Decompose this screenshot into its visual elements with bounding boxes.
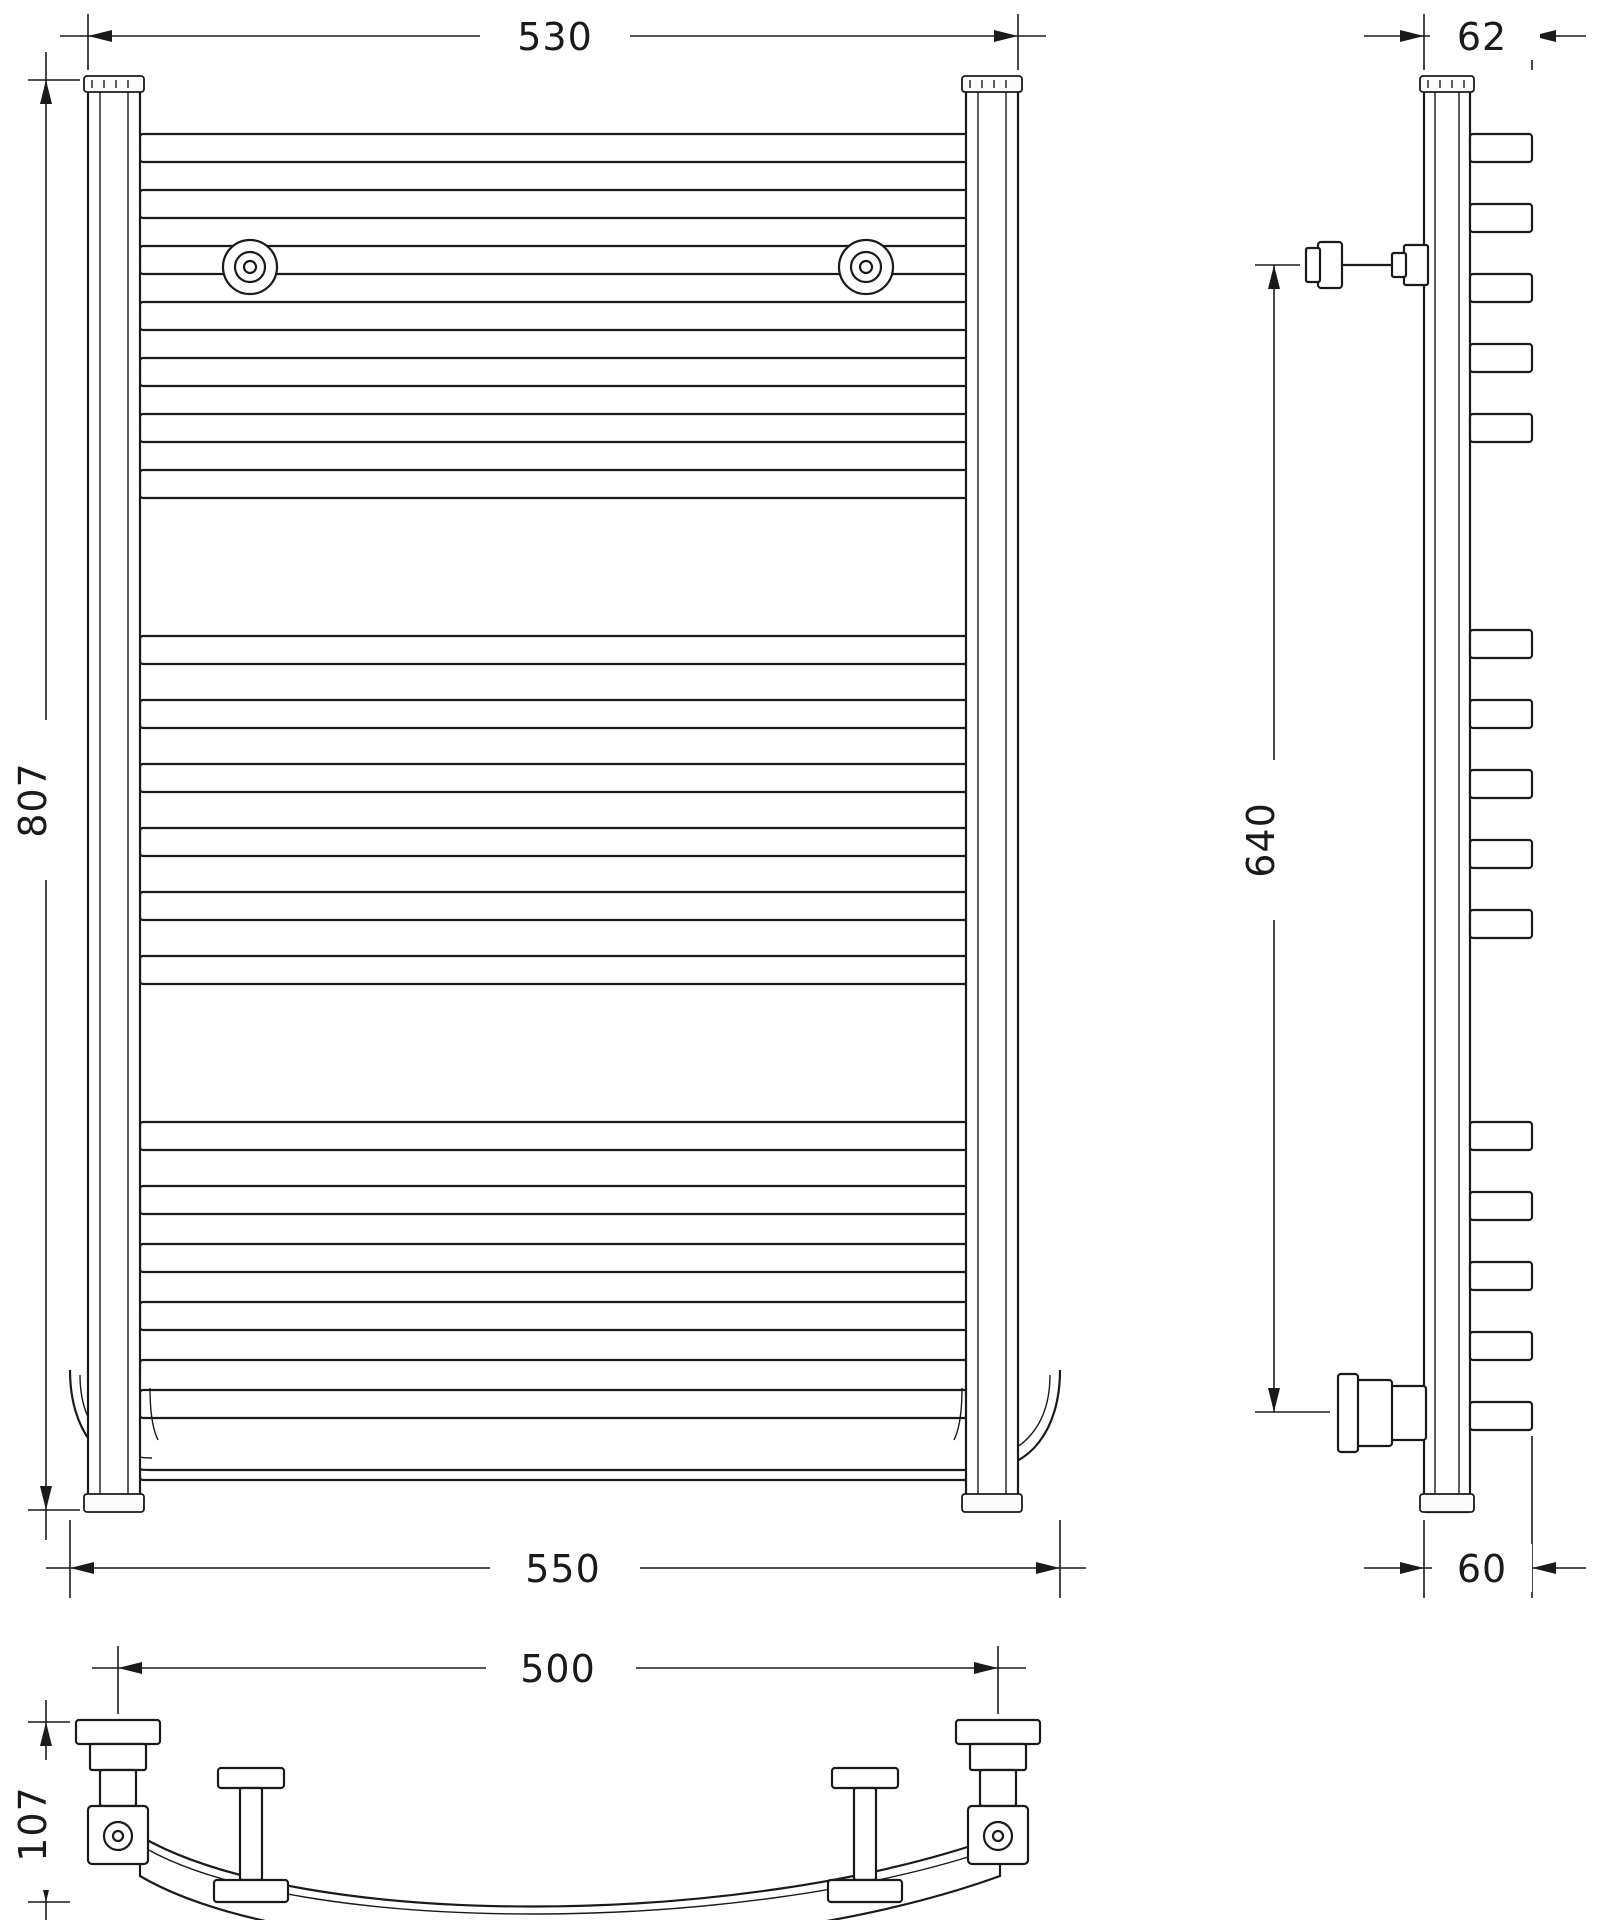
side-view-top-fitting	[1306, 242, 1428, 288]
top-view-right-valve	[956, 1720, 1040, 1864]
dim-side-depth-bottom: 60	[1456, 1547, 1508, 1591]
top-view	[76, 1720, 1040, 1920]
dim-front-top-width: 530	[517, 15, 593, 59]
top-view-left-bracket	[214, 1768, 288, 1902]
dim-side-connection-height: 640	[1239, 802, 1283, 878]
front-view-bottom-rail	[70, 1370, 1060, 1470]
dim-top-height: 107	[11, 1786, 55, 1862]
side-view-rung-stubs	[1470, 134, 1532, 1430]
dim-side-depth-top: 62	[1456, 15, 1508, 59]
dim-front-height: 807	[11, 762, 55, 838]
front-view-left-post	[84, 76, 144, 1512]
dim-front-bottom-width: 550	[525, 1547, 601, 1591]
front-view-right-post	[962, 76, 1022, 1512]
dim-top-width: 500	[520, 1647, 596, 1691]
top-view-right-bracket	[828, 1768, 902, 1902]
front-view-rungs	[140, 134, 1000, 1480]
side-view	[1306, 76, 1532, 1512]
front-view	[70, 76, 1060, 1512]
top-view-left-valve	[76, 1720, 160, 1864]
side-view-bottom-fitting	[1338, 1374, 1426, 1452]
